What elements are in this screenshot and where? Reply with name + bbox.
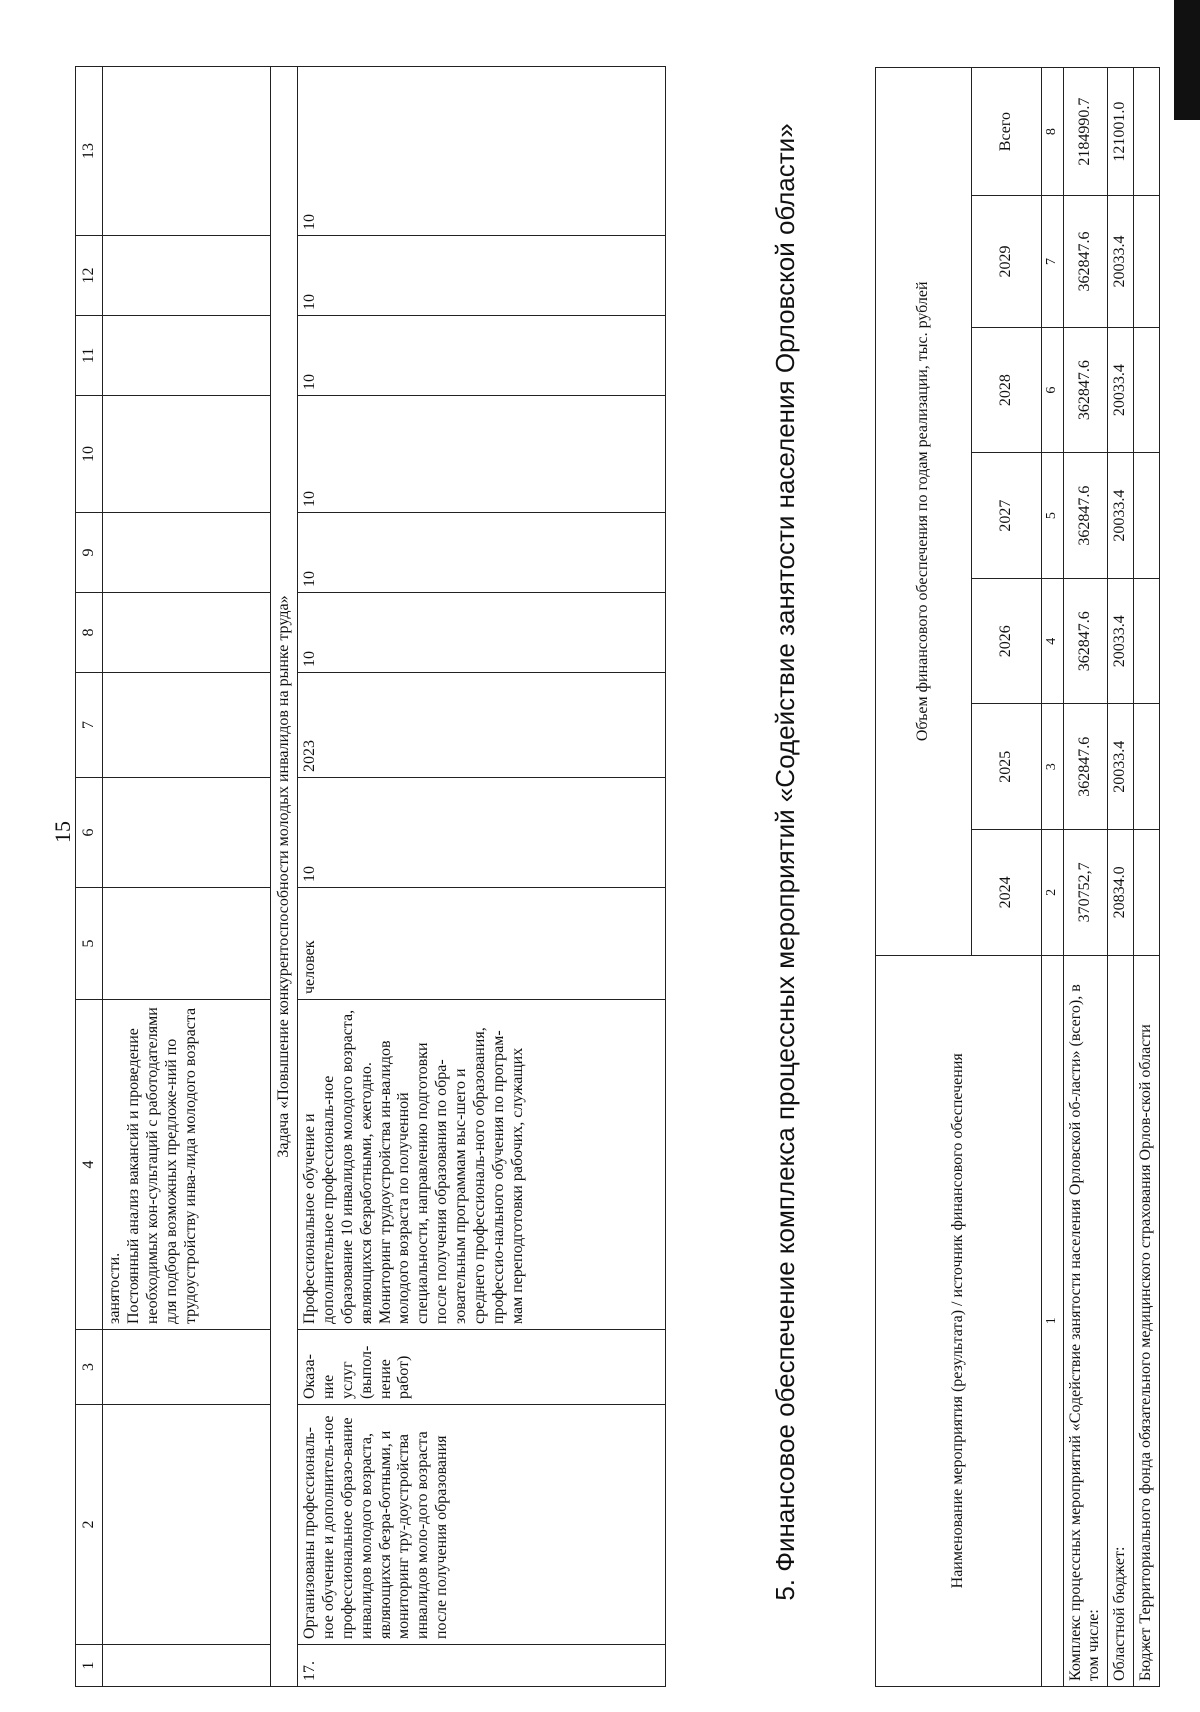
col-number: 7 xyxy=(1042,196,1064,328)
row-name: Бюджет Территориального фонда обязательного медицинского страхования Орлов-ской области xyxy=(1134,955,1160,1686)
value-cell: 370752,7 xyxy=(1063,830,1108,956)
total-header: Всего xyxy=(972,68,1042,196)
col-number: 12 xyxy=(76,236,103,316)
financing-table xyxy=(875,67,1160,1687)
characteristic-cell: занятости. Постоянный анализ вакансий и проведение необходимых кон-сультаций с работодателями для подбора возможных предложе-ний по трудоустройству инва-лида молодого возраста xyxy=(103,1000,271,1330)
col-number: 5 xyxy=(1042,453,1064,579)
base-value-cell: 10 xyxy=(298,778,666,888)
col-number: 4 xyxy=(1042,578,1064,704)
value-cell xyxy=(1134,578,1160,704)
year-header: 2027 xyxy=(972,453,1042,579)
col-number: 8 xyxy=(76,593,103,673)
col-number: 6 xyxy=(76,778,103,888)
value-cell: 20033.4 xyxy=(1108,453,1134,579)
table-row-continuation xyxy=(103,67,271,1687)
value-2026-cell: 10 xyxy=(298,396,666,513)
value-cell xyxy=(1134,830,1160,956)
col-number: 10 xyxy=(76,396,103,513)
col-number: 7 xyxy=(76,673,103,778)
value-cell xyxy=(1134,196,1160,328)
characteristic-cell: Профессиональное обучение и дополнительное профессиональ-ное образование 10 инвалидов молодого возраста, являющихся безработными, ежегодно. Мониторинг трудоустройства ин-валидов молодого возраста по полученной специальности, направлению подготовки после получения образования по обра-зовательным программам выс-шего и среднего профессиональ-ного образования, профессио-нального обучения по програм-мам переподготовки рабочих, служащих xyxy=(298,1000,666,1330)
col-number: 13 xyxy=(76,67,103,236)
year-header: 2026 xyxy=(972,578,1042,704)
value-2025-cell: 10 xyxy=(298,513,666,593)
col-number: 3 xyxy=(1042,704,1064,830)
year-header: 2029 xyxy=(972,196,1042,328)
value-2024-cell: 10 xyxy=(298,593,666,673)
table-row-17 xyxy=(298,67,666,1687)
type-cell: Оказа-ние услуг (выпол-нение работ) xyxy=(298,1330,666,1405)
result-cell: Организованы профессиональ-ное обучение и дополнитель-ное профессиональное образо-вание инвалидов молодого возраста, являющихся безра-ботными, и мониторинг тру-доустройства инвалидов моло-дого возраста после получения образования xyxy=(298,1405,666,1645)
col-number: 5 xyxy=(76,888,103,1000)
value-cell xyxy=(1134,704,1160,830)
name-header: Наименование мероприятия (результата) / источник финансового обеспечения xyxy=(876,955,1042,1686)
col-number: 9 xyxy=(76,513,103,593)
year-header: 2024 xyxy=(972,830,1042,956)
row-name: Областной бюджет: xyxy=(1108,955,1134,1686)
value-cell: 362847.6 xyxy=(1063,327,1108,453)
col-number: 1 xyxy=(76,1645,103,1687)
value-cell: 20834.0 xyxy=(1108,830,1134,956)
row-number: 17. xyxy=(298,1645,666,1687)
base-year-cell: 2023 xyxy=(298,673,666,778)
col-number: 8 xyxy=(1042,68,1064,196)
results-table xyxy=(75,66,666,1687)
col-number: 4 xyxy=(76,1000,103,1330)
total-cell: 121001.0 xyxy=(1108,68,1134,196)
financing-group-header: Объем финансового обеспечения по годам реализации, тыс. рублей xyxy=(876,68,972,956)
column-number-row xyxy=(1042,68,1064,1687)
col-number: 2 xyxy=(76,1405,103,1645)
value-cell: 20033.4 xyxy=(1108,578,1134,704)
table-row xyxy=(1063,68,1108,1687)
page-number: 15 xyxy=(50,821,75,843)
total-cell: 2184990.7 xyxy=(1063,68,1108,196)
task-title: Задача «Повышение конкурентоспособности молодых инвалидов на рынке труда» xyxy=(271,67,298,1687)
col-number: 11 xyxy=(76,316,103,396)
column-number-row xyxy=(76,67,103,1687)
table-row xyxy=(1108,68,1134,1687)
value-cell: 362847.6 xyxy=(1063,196,1108,328)
header-row-group xyxy=(876,68,972,1687)
value-cell: 362847.6 xyxy=(1063,453,1108,579)
value-2027-cell: 10 xyxy=(298,316,666,396)
row-name: Комплекс процессных мероприятий «Содействие занятости населения Орловской об-ласти» (всего), в том числе: xyxy=(1063,955,1108,1686)
col-number: 1 xyxy=(1042,955,1064,1686)
value-cell: 20033.4 xyxy=(1108,704,1134,830)
total-cell xyxy=(1134,68,1160,196)
year-header: 2025 xyxy=(972,704,1042,830)
value-2028-cell: 10 xyxy=(298,236,666,316)
value-cell: 362847.6 xyxy=(1063,704,1108,830)
value-cell xyxy=(1134,327,1160,453)
unit-cell: человек xyxy=(298,888,666,1000)
col-number: 2 xyxy=(1042,830,1064,956)
value-cell: 20033.4 xyxy=(1108,196,1134,328)
task-row xyxy=(271,67,298,1687)
value-2029-cell: 10 xyxy=(298,67,666,236)
section-title: 5. Финансовое обеспечение комплекса процессных мероприятий «Содействие занятости населения Орловской области» xyxy=(770,123,800,1601)
value-cell xyxy=(1134,453,1160,579)
col-number: 3 xyxy=(76,1330,103,1405)
col-number: 6 xyxy=(1042,327,1064,453)
value-cell: 20033.4 xyxy=(1108,327,1134,453)
year-header: 2028 xyxy=(972,327,1042,453)
value-cell: 362847.6 xyxy=(1063,578,1108,704)
table-row xyxy=(1134,68,1160,1687)
